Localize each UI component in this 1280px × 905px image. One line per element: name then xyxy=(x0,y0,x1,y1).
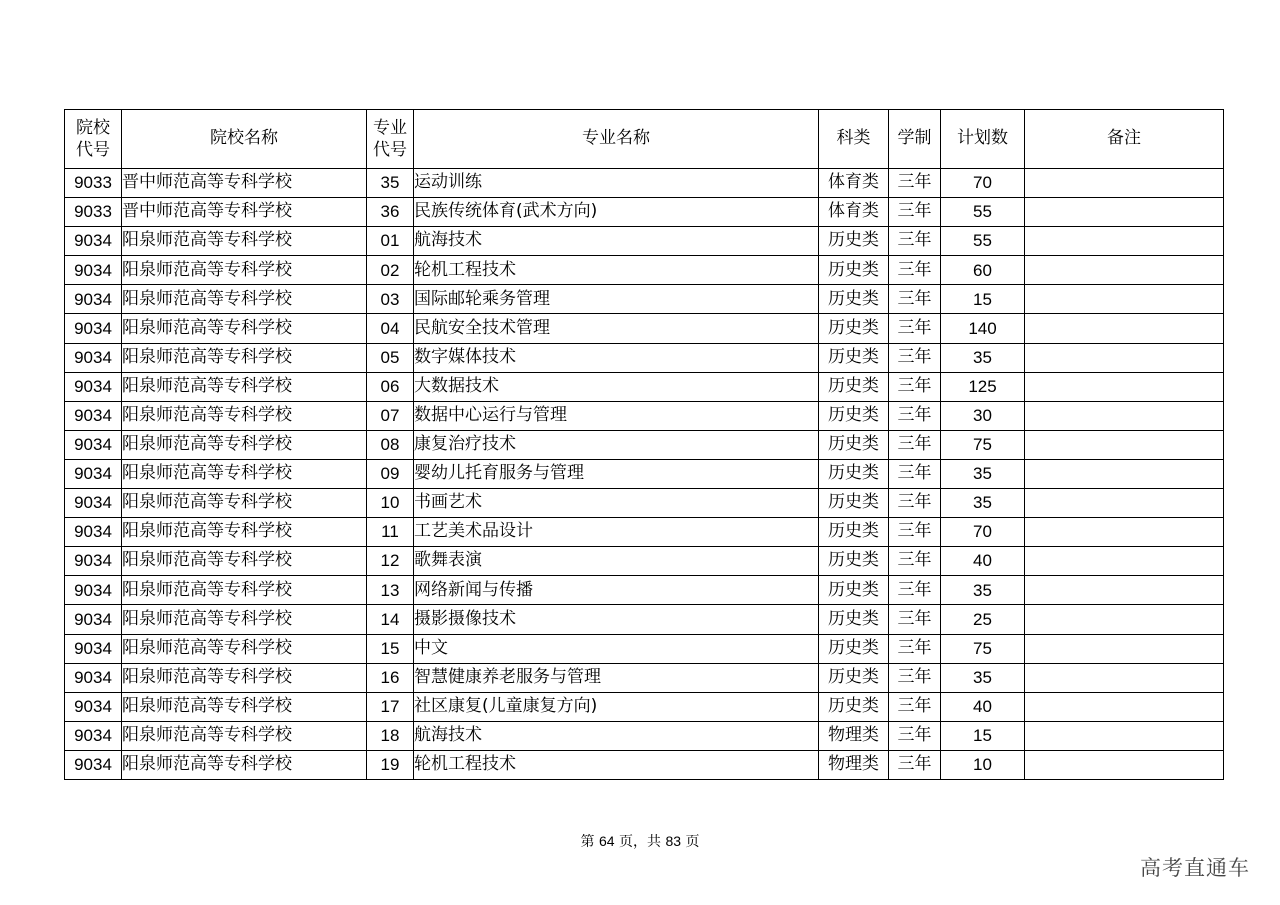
school-name-cell: 阳泉师范高等专科学校 xyxy=(122,227,367,256)
note-cell xyxy=(1025,605,1224,634)
header-major-code-line1: 专业 xyxy=(372,117,407,138)
category-cell: 历史类 xyxy=(819,285,889,314)
plan-count-cell: 55 xyxy=(941,198,1025,227)
table-row xyxy=(65,169,1224,198)
school-code-cell: 9034 xyxy=(65,256,122,285)
note-cell xyxy=(1025,372,1224,401)
school-name-cell: 阳泉师范高等专科学校 xyxy=(122,663,367,692)
category-cell: 历史类 xyxy=(819,227,889,256)
major-name-cell: 轮机工程技术 xyxy=(414,750,819,779)
table-row xyxy=(65,227,1224,256)
table-row xyxy=(65,372,1224,401)
header-major-code-line2: 代号 xyxy=(372,140,407,160)
school-code-cell: 9034 xyxy=(65,314,122,343)
school-code-cell: 9034 xyxy=(65,518,122,547)
major-code-cell: 36 xyxy=(367,198,414,227)
school-name-cell: 阳泉师范高等专科学校 xyxy=(122,372,367,401)
header-row xyxy=(65,110,1224,169)
header-major-name: 专业名称 xyxy=(414,110,819,169)
total-page-number: 83 xyxy=(665,833,682,849)
category-cell: 历史类 xyxy=(819,343,889,372)
category-cell: 历史类 xyxy=(819,372,889,401)
duration-cell: 三年 xyxy=(889,547,941,576)
major-code-cell: 14 xyxy=(367,605,414,634)
table-row xyxy=(65,314,1224,343)
major-code-cell: 01 xyxy=(367,227,414,256)
note-cell xyxy=(1025,663,1224,692)
school-name-cell: 阳泉师范高等专科学校 xyxy=(122,459,367,488)
major-name-cell: 中文 xyxy=(414,634,819,663)
table-row xyxy=(65,198,1224,227)
major-code-cell: 10 xyxy=(367,489,414,518)
major-name-cell: 民航安全技术管理 xyxy=(414,314,819,343)
duration-cell: 三年 xyxy=(889,285,941,314)
category-cell: 历史类 xyxy=(819,547,889,576)
header-school-code-line2: 代号 xyxy=(75,140,110,160)
school-name-cell: 阳泉师范高等专科学校 xyxy=(122,634,367,663)
table-body xyxy=(65,169,1224,780)
major-code-cell: 17 xyxy=(367,692,414,721)
table-row xyxy=(65,430,1224,459)
school-name-cell: 阳泉师范高等专科学校 xyxy=(122,605,367,634)
school-name-cell: 阳泉师范高等专科学校 xyxy=(122,750,367,779)
school-name-cell: 晋中师范高等专科学校 xyxy=(122,198,367,227)
category-cell: 物理类 xyxy=(819,721,889,750)
duration-cell: 三年 xyxy=(889,692,941,721)
table-row xyxy=(65,256,1224,285)
school-code-cell: 9034 xyxy=(65,605,122,634)
category-cell: 历史类 xyxy=(819,314,889,343)
major-name-cell: 书画艺术 xyxy=(414,489,819,518)
table-row xyxy=(65,750,1224,779)
duration-cell: 三年 xyxy=(889,227,941,256)
plan-count-cell: 15 xyxy=(941,721,1025,750)
table-header xyxy=(65,110,1224,169)
school-code-cell: 9034 xyxy=(65,663,122,692)
major-code-cell: 06 xyxy=(367,372,414,401)
school-code-cell: 9034 xyxy=(65,459,122,488)
plan-count-cell: 60 xyxy=(941,256,1025,285)
category-cell: 历史类 xyxy=(819,692,889,721)
plan-count-cell: 35 xyxy=(941,459,1025,488)
school-name-cell: 阳泉师范高等专科学校 xyxy=(122,721,367,750)
header-note: 备注 xyxy=(1025,110,1224,169)
school-code-cell: 9034 xyxy=(65,343,122,372)
school-code-cell: 9034 xyxy=(65,576,122,605)
duration-cell: 三年 xyxy=(889,518,941,547)
table-row xyxy=(65,721,1224,750)
footer-prefix: 第 xyxy=(580,834,599,850)
note-cell xyxy=(1025,430,1224,459)
school-name-cell: 阳泉师范高等专科学校 xyxy=(122,489,367,518)
footer-middle: 页，共 xyxy=(614,834,666,850)
school-code-cell: 9034 xyxy=(65,721,122,750)
duration-cell: 三年 xyxy=(889,169,941,198)
school-name-cell: 阳泉师范高等专科学校 xyxy=(122,692,367,721)
school-name-cell: 阳泉师范高等专科学校 xyxy=(122,314,367,343)
school-name-cell: 阳泉师范高等专科学校 xyxy=(122,256,367,285)
major-code-cell: 12 xyxy=(367,547,414,576)
table-row xyxy=(65,547,1224,576)
school-code-cell: 9034 xyxy=(65,750,122,779)
major-code-cell: 16 xyxy=(367,663,414,692)
category-cell: 历史类 xyxy=(819,576,889,605)
plan-count-cell: 35 xyxy=(941,663,1025,692)
duration-cell: 三年 xyxy=(889,721,941,750)
plan-count-cell: 30 xyxy=(941,401,1025,430)
plan-count-cell: 125 xyxy=(941,372,1025,401)
school-name-cell: 阳泉师范高等专科学校 xyxy=(122,518,367,547)
note-cell xyxy=(1025,576,1224,605)
major-name-cell: 摄影摄像技术 xyxy=(414,605,819,634)
school-name-cell: 阳泉师范高等专科学校 xyxy=(122,285,367,314)
header-category: 科类 xyxy=(819,110,889,169)
school-name-cell: 阳泉师范高等专科学校 xyxy=(122,401,367,430)
header-school-code-line1: 院校 xyxy=(75,117,110,138)
duration-cell: 三年 xyxy=(889,663,941,692)
table-row xyxy=(65,663,1224,692)
header-major-code xyxy=(367,110,414,169)
major-name-cell: 轮机工程技术 xyxy=(414,256,819,285)
table-row xyxy=(65,576,1224,605)
note-cell xyxy=(1025,634,1224,663)
category-cell: 历史类 xyxy=(819,663,889,692)
duration-cell: 三年 xyxy=(889,605,941,634)
plan-count-cell: 75 xyxy=(941,634,1025,663)
duration-cell: 三年 xyxy=(889,634,941,663)
table-row xyxy=(65,518,1224,547)
category-cell: 历史类 xyxy=(819,459,889,488)
enrollment-plan-table xyxy=(64,109,1224,780)
duration-cell: 三年 xyxy=(889,401,941,430)
major-code-cell: 19 xyxy=(367,750,414,779)
header-school-name: 院校名称 xyxy=(122,110,367,169)
major-name-cell: 数字媒体技术 xyxy=(414,343,819,372)
plan-count-cell: 140 xyxy=(941,314,1025,343)
note-cell xyxy=(1025,721,1224,750)
table-row xyxy=(65,692,1224,721)
note-cell xyxy=(1025,285,1224,314)
header-plan-count: 计划数 xyxy=(941,110,1025,169)
category-cell: 体育类 xyxy=(819,169,889,198)
note-cell xyxy=(1025,314,1224,343)
note-cell xyxy=(1025,518,1224,547)
school-name-cell: 阳泉师范高等专科学校 xyxy=(122,343,367,372)
duration-cell: 三年 xyxy=(889,489,941,518)
duration-cell: 三年 xyxy=(889,256,941,285)
major-name-cell: 婴幼儿托育服务与管理 xyxy=(414,459,819,488)
header-school-code xyxy=(65,110,122,169)
major-code-cell: 04 xyxy=(367,314,414,343)
plan-count-cell: 15 xyxy=(941,285,1025,314)
major-code-cell: 07 xyxy=(367,401,414,430)
major-name-cell: 航海技术 xyxy=(414,721,819,750)
major-name-cell: 运动训练 xyxy=(414,169,819,198)
major-name-cell: 社区康复(儿童康复方向) xyxy=(414,692,819,721)
school-code-cell: 9034 xyxy=(65,547,122,576)
note-cell xyxy=(1025,169,1224,198)
major-name-cell: 工艺美术品设计 xyxy=(414,518,819,547)
school-code-cell: 9034 xyxy=(65,227,122,256)
plan-count-cell: 10 xyxy=(941,750,1025,779)
table-row xyxy=(65,489,1224,518)
category-cell: 历史类 xyxy=(819,256,889,285)
note-cell xyxy=(1025,343,1224,372)
major-code-cell: 02 xyxy=(367,256,414,285)
plan-count-cell: 35 xyxy=(941,576,1025,605)
category-cell: 历史类 xyxy=(819,401,889,430)
table-row xyxy=(65,605,1224,634)
duration-cell: 三年 xyxy=(889,576,941,605)
note-cell xyxy=(1025,227,1224,256)
school-code-cell: 9033 xyxy=(65,198,122,227)
note-cell xyxy=(1025,198,1224,227)
table-row xyxy=(65,634,1224,663)
major-name-cell: 康复治疗技术 xyxy=(414,430,819,459)
category-cell: 历史类 xyxy=(819,489,889,518)
school-code-cell: 9034 xyxy=(65,401,122,430)
duration-cell: 三年 xyxy=(889,459,941,488)
plan-count-cell: 40 xyxy=(941,547,1025,576)
table-row xyxy=(65,401,1224,430)
major-name-cell: 航海技术 xyxy=(414,227,819,256)
major-name-cell: 数据中心运行与管理 xyxy=(414,401,819,430)
duration-cell: 三年 xyxy=(889,198,941,227)
school-code-cell: 9034 xyxy=(65,430,122,459)
school-code-cell: 9034 xyxy=(65,692,122,721)
plan-count-cell: 35 xyxy=(941,343,1025,372)
major-code-cell: 08 xyxy=(367,430,414,459)
category-cell: 历史类 xyxy=(819,634,889,663)
major-code-cell: 15 xyxy=(367,634,414,663)
note-cell xyxy=(1025,459,1224,488)
duration-cell: 三年 xyxy=(889,372,941,401)
duration-cell: 三年 xyxy=(889,343,941,372)
header-duration: 学制 xyxy=(889,110,941,169)
plan-count-cell: 55 xyxy=(941,227,1025,256)
major-code-cell: 11 xyxy=(367,518,414,547)
table-row xyxy=(65,285,1224,314)
school-code-cell: 9033 xyxy=(65,169,122,198)
plan-count-cell: 75 xyxy=(941,430,1025,459)
note-cell xyxy=(1025,750,1224,779)
plan-count-cell: 70 xyxy=(941,518,1025,547)
major-code-cell: 13 xyxy=(367,576,414,605)
category-cell: 历史类 xyxy=(819,518,889,547)
plan-count-cell: 25 xyxy=(941,605,1025,634)
major-code-cell: 03 xyxy=(367,285,414,314)
major-code-cell: 18 xyxy=(367,721,414,750)
note-cell xyxy=(1025,547,1224,576)
table-row xyxy=(65,343,1224,372)
note-cell xyxy=(1025,489,1224,518)
category-cell: 物理类 xyxy=(819,750,889,779)
major-code-cell: 05 xyxy=(367,343,414,372)
major-name-cell: 智慧健康养老服务与管理 xyxy=(414,663,819,692)
major-name-cell: 民族传统体育(武术方向) xyxy=(414,198,819,227)
school-name-cell: 晋中师范高等专科学校 xyxy=(122,169,367,198)
school-code-cell: 9034 xyxy=(65,489,122,518)
table-row xyxy=(65,459,1224,488)
major-name-cell: 网络新闻与传播 xyxy=(414,576,819,605)
plan-count-cell: 70 xyxy=(941,169,1025,198)
category-cell: 体育类 xyxy=(819,198,889,227)
category-cell: 历史类 xyxy=(819,605,889,634)
watermark-text: 高考直通车 xyxy=(1140,856,1250,880)
category-cell: 历史类 xyxy=(819,430,889,459)
note-cell xyxy=(1025,256,1224,285)
major-name-cell: 歌舞表演 xyxy=(414,547,819,576)
major-code-cell: 35 xyxy=(367,169,414,198)
school-name-cell: 阳泉师范高等专科学校 xyxy=(122,430,367,459)
school-code-cell: 9034 xyxy=(65,634,122,663)
major-name-cell: 大数据技术 xyxy=(414,372,819,401)
page-footer xyxy=(0,831,1280,851)
plan-count-cell: 35 xyxy=(941,489,1025,518)
note-cell xyxy=(1025,401,1224,430)
major-code-cell: 09 xyxy=(367,459,414,488)
duration-cell: 三年 xyxy=(889,750,941,779)
duration-cell: 三年 xyxy=(889,314,941,343)
plan-count-cell: 40 xyxy=(941,692,1025,721)
school-code-cell: 9034 xyxy=(65,285,122,314)
duration-cell: 三年 xyxy=(889,430,941,459)
school-name-cell: 阳泉师范高等专科学校 xyxy=(122,547,367,576)
current-page-number: 64 xyxy=(598,833,615,849)
note-cell xyxy=(1025,692,1224,721)
school-code-cell: 9034 xyxy=(65,372,122,401)
school-name-cell: 阳泉师范高等专科学校 xyxy=(122,576,367,605)
footer-suffix: 页 xyxy=(681,834,700,850)
major-name-cell: 国际邮轮乘务管理 xyxy=(414,285,819,314)
